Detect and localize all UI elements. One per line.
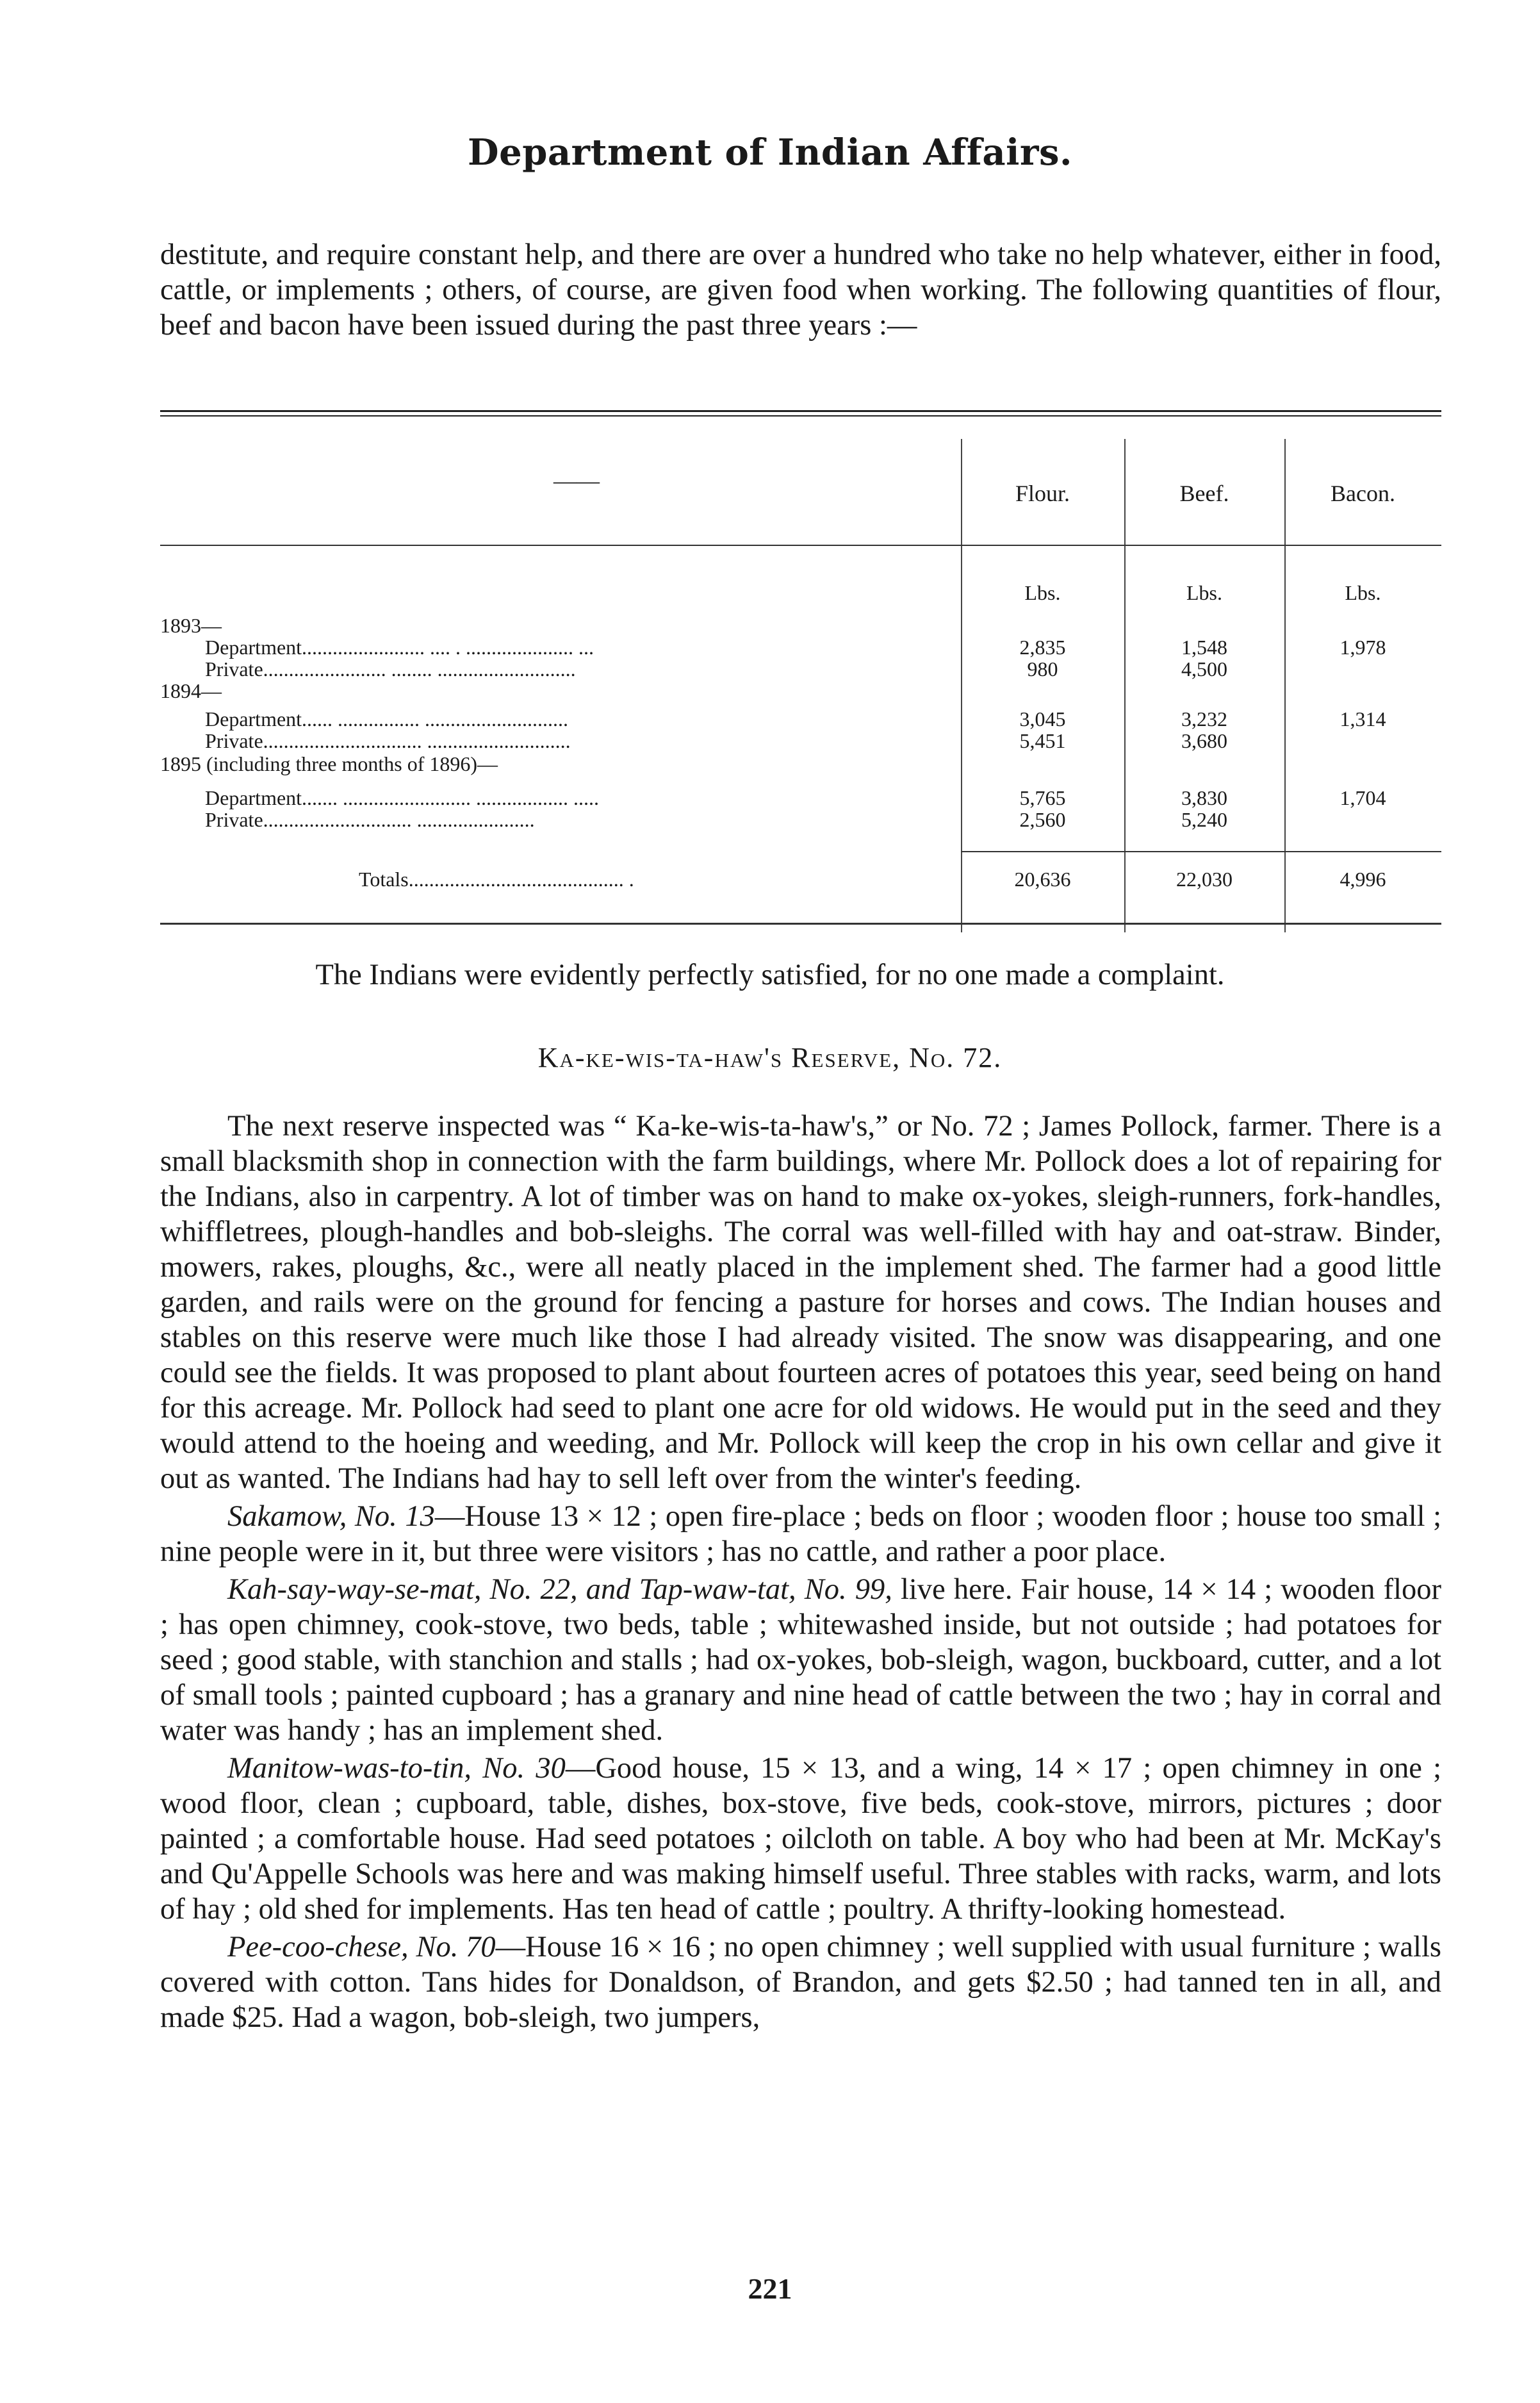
row-label: Private............................... ............................ — [205, 729, 571, 752]
paragraph-sakamow — [160, 1499, 1441, 1569]
column-header-bacon: Bacon. — [1331, 481, 1395, 506]
totals-label: Totals.......................................... . — [359, 868, 634, 891]
table-cell: 1,704 — [1339, 786, 1386, 809]
total-beef: 22,030 — [1176, 868, 1233, 891]
table-cell: 5,240 — [1181, 808, 1227, 831]
column-header-flour: Flour. — [1015, 481, 1070, 506]
unit-label: Lbs. — [1345, 581, 1381, 604]
total-flour: 20,636 — [1014, 868, 1071, 891]
table-cell: 1,314 — [1339, 707, 1386, 731]
unit-label: Lbs. — [1186, 581, 1222, 604]
col-divider — [1124, 439, 1126, 932]
table-cell: 2,835 — [1019, 636, 1066, 659]
table-cell: 2,560 — [1019, 808, 1066, 831]
row-label: Private........................ ........ ........................... — [205, 657, 576, 681]
row-label: Private............................. ....................... — [205, 808, 535, 831]
total-bacon: 4,996 — [1339, 868, 1386, 891]
row-label: 1894— — [160, 679, 222, 702]
household-name: Pee-coo-chese, No. 70 — [227, 1931, 496, 1963]
household-text: —House 13 × 12 ; open fire-place ; beds on floor ; wooden floor ; house too small ; nine people were in it, but three were visitors ; has no cattle, and rather a poor place. — [160, 1500, 1441, 1568]
row-label: Department....... ......................... .................. ..... — [205, 786, 600, 809]
reserve-description — [160, 1109, 1441, 2035]
table-cell: 5,765 — [1019, 786, 1066, 809]
table-top-rule — [160, 410, 1441, 412]
paragraph-manitow-was-to-tin — [160, 1751, 1441, 1927]
table-cell: 4,500 — [1181, 657, 1227, 681]
table-cell: 980 — [1027, 657, 1058, 681]
household-name: Manitow-was-to-tin, No. 30 — [227, 1752, 566, 1785]
household-text: —Good house, 15 × 13, and a wing, 14 × 17 ; open chimney in one ; wood floor, clean ; cupboard, table, dishes, box-stove, five beds, cook-stove, mirrors, pictures ; door painted ; a comfortable house. Had seed potatoes ; oilcloth on table. A boy who had been at Mr. McKay's and Qu'Appelle Schools was here and was making himself useful. Three stables with racks, warm, and lots of hay ; old shed for implements. Has ten head of cattle ; poultry. A thrifty-looking homestead. — [160, 1752, 1441, 1926]
household-name: Sakamow, No. 13 — [227, 1500, 435, 1533]
table-cell: 3,830 — [1181, 786, 1227, 809]
table-cell: 3,045 — [1019, 707, 1066, 731]
row-label: Department........................ .... . ..................... ... — [205, 636, 594, 659]
household-name: Kah-say-way-se-mat, No. 22, and Tap-waw-tat, No. 99, — [227, 1573, 892, 1606]
totals-rule — [961, 851, 1441, 852]
stub-header-dash: —— — [553, 468, 600, 493]
page-number: 221 — [748, 2272, 792, 2305]
unit-label: Lbs. — [1024, 581, 1061, 604]
table-cell: 3,680 — [1181, 729, 1227, 752]
intro-paragraph — [160, 237, 1441, 343]
after-table-text: The Indians were evidently perfectly satisfied, for no one made a complaint. — [315, 959, 1225, 991]
table-cell: 1,548 — [1181, 636, 1227, 659]
col-divider — [961, 439, 962, 932]
section-heading: Ka-ke-wis-ta-haw's Reserve, No. 72. — [537, 1042, 1003, 1073]
household-text: —House 16 × 16 ; no open chimney ; well supplied with usual furniture ; walls covered with cotton. Tans hides for Donaldson, of Brandon, and gets $2.50 ; had tanned ten in all, and made $25. Had a wagon, bob-sleigh, two jumpers, — [160, 1931, 1441, 2034]
table-cell: 1,978 — [1339, 636, 1386, 659]
page-title: Department of Indian Affairs. — [468, 131, 1072, 174]
paragraph-reserve-overview: The next reserve inspected was “ Ka-ke-wis-ta-haw's,” or No. 72 ; James Pollock, farmer. There is a small blacksmith shop in connection with the farm buildings, where Mr. Pollock does a lot of repairing for the Indians, also in carpentry. A lot of timber was on hand to make ox-yokes, sleigh-runners, fork-handles, whiffletrees, plough-handles and bob-sleighs. The corral was well-filled with hay and oat-straw. Binder, mowers, rakes, ploughs, &c., were all neatly placed in the implement shed. The farmer had a good little garden, and rails were on the ground for fencing a pasture for horses and cows. The Indian houses and stables on this reserve were much like those I had already visited. The snow was disappearing, and one could see the fields. It was proposed to plant about fourteen acres of potatoes this year, seed being on hand for this acreage. Mr. Pollock had seed to plant one acre for old widows. He would put in the seed and they would attend to the hoeing and weeding, and Mr. Pollock will keep the crop in his own cellar and give it out as wanted. The Indians had hay to sell left over from the winter's feeding. — [160, 1110, 1441, 1495]
table-top-rule-2 — [160, 415, 1441, 417]
table-cell: 5,451 — [1019, 729, 1066, 752]
household-text: live here. Fair house, 14 × 14 ; wooden floor ; has open chimney, cook-stove, two beds, table ; whitewashed inside, but not outside ; had potatoes for seed ; good stable, with stanchion and stalls ; had ox-yokes, bob-sleigh, wagon, buckboard, cutter, and a lot of small tools ; painted cupboard ; has a granary and nine head of cattle between the two ; hay in corral and water was handy ; has an implement shed. — [160, 1573, 1441, 1747]
table-cell: 3,232 — [1181, 707, 1227, 731]
provisions-table — [160, 410, 1441, 932]
column-header-beef: Beef. — [1179, 481, 1229, 506]
header-rule — [160, 545, 1441, 546]
col-divider — [1284, 439, 1286, 932]
paragraph-pee-coo-chese — [160, 1929, 1441, 2035]
table-bottom-rule — [160, 923, 1441, 925]
intro-text: destitute, and require constant help, and there are over a hundred who take no help whatever, either in food, cattle, or implements ; others, of course, are given food when working. The following quantities of flour, beef and bacon have been issued during the past three years :— — [160, 238, 1441, 342]
row-label: Department...... ................ ............................ — [205, 707, 569, 731]
row-label: 1895 (including three months of 1896)— — [160, 752, 498, 775]
row-label: 1893— — [160, 614, 222, 637]
paragraph-kah-say-way-se-mat — [160, 1572, 1441, 1748]
